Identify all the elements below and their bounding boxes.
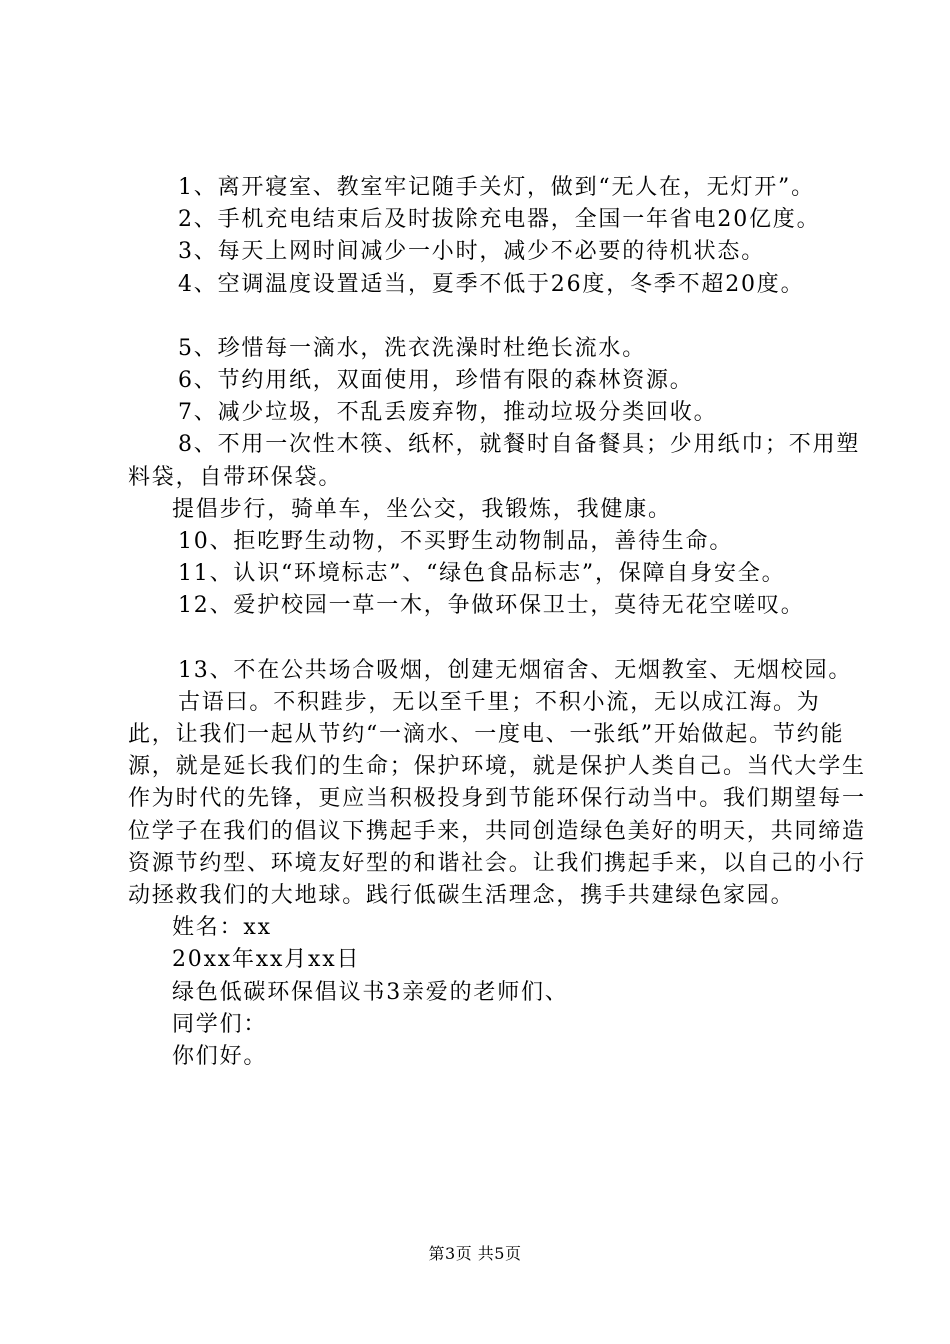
paragraph-item-6: 6、节约用纸，双面使用，珍惜有限的森林资源。: [178, 368, 694, 394]
paragraph-item-13: 13、不在公共场合吸烟，创建无烟宿舍、无烟教室、无烟校园。: [178, 657, 853, 683]
paragraph-item-8: 8、不用一次性木筷、纸杯，就餐时自备餐具；少用纸巾；不用塑料袋，自带环保袋。: [128, 432, 861, 490]
paragraph-item-3: 3、每天上网时间减少一小时，减少不必要的待机状态。: [178, 239, 765, 265]
next-letter-title: 绿色低碳环保倡议书3亲爱的老师们、: [172, 979, 569, 1005]
paragraph-item-4: 4、空调温度设置适当，夏季不低于26度，冬季不超20度。: [178, 271, 805, 297]
paragraph-item-10: 10、拒吃野生动物，不买野生动物制品，善待生命。: [178, 529, 734, 555]
signature-name: 姓名：xx: [172, 915, 272, 941]
page-number-footer: 第3页 共5页: [428, 1244, 522, 1263]
closing-paragraph: 古语曰。不积跬步，无以至千里；不积小流，无以成江海。为此，让我们一起从节约“一滴水、一度电、一张纸”开始做起。节约能源，就是延长我们的生命；保护环境，就是保护人类自己。当代大学生作为时代的先锋，更应当积极投身到节能环保行动当中。我们期望每一位学子在我们的倡议下携起手来，共同创造绿色美好的明天，共同缔造资源节约型、环境友好型的和谐社会。让我们携起手来，以自己的小行动拯救我们的大地球。践行低碳生活理念，携手共建绿色家园。: [128, 689, 866, 909]
paragraph-item-9: 提倡步行，骑单车，坐公交，我锻炼，我健康。: [172, 496, 672, 522]
next-letter-salutation: 同学们：: [172, 1011, 268, 1037]
paragraph-item-2: 2、手机充电结束后及时拔除充电器，全国一年省电20亿度。: [178, 207, 821, 233]
next-letter-greeting: 你们好。: [172, 1044, 268, 1070]
paragraph-item-5: 5、珍惜每一滴水，洗衣洗澡时杜绝长流水。: [178, 335, 646, 361]
signature-date: 20xx年xx月xx日: [172, 947, 361, 973]
paragraph-item-7: 7、减少垃圾，不乱丢废弃物，推动垃圾分类回收。: [178, 400, 718, 426]
paragraph-item-1: 1、离开寝室、教室牢记随手关灯，做到“无人在，无灯开”。: [178, 175, 815, 200]
document-body: [128, 172, 868, 1073]
paragraph-item-11: 11、认识“环境标志”、“绿色食品标志”，保障自身安全。: [178, 561, 786, 587]
paragraph-item-12: 12、爱护校园一草一木，争做环保卫士，莫待无花空嗟叹。: [178, 593, 805, 619]
